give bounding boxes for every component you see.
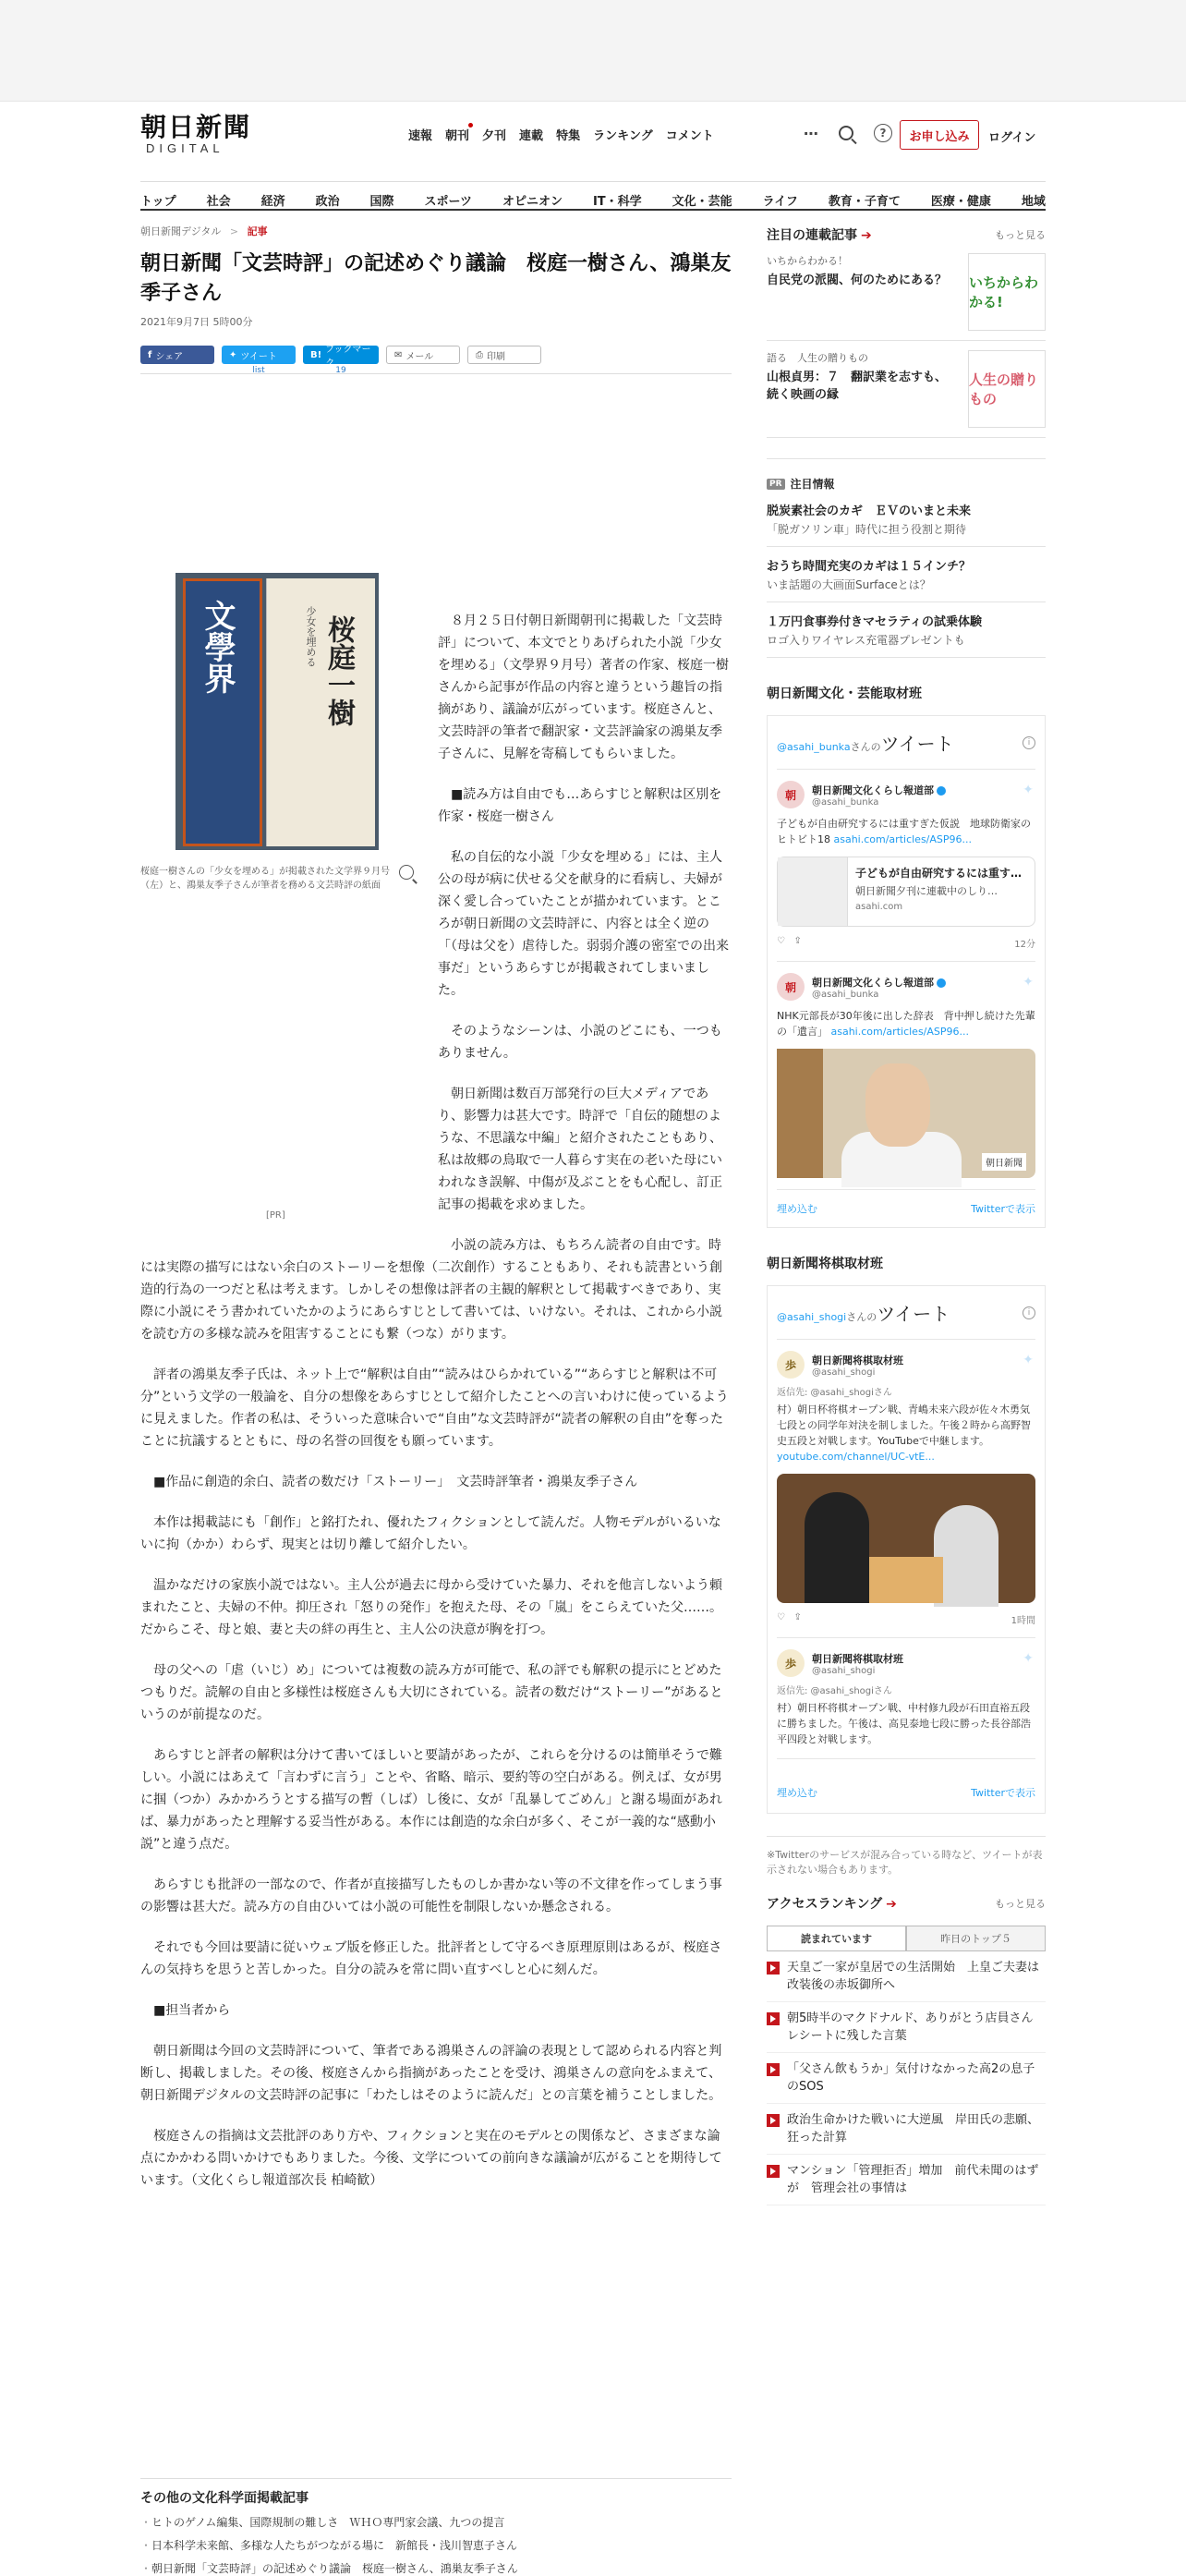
pr-item-desc: 「脱ガソリン車」時代に担う役割と期待 (767, 523, 967, 536)
link-card[interactable] (777, 857, 1035, 927)
article-paragraph: 母の父への「虐（いじ）め」については複数の読み方が可能で、私の評でも解釈の提示にとどめたつもりだ。読解の自由と多様性は桜庭さんも大切にされている。読者の数だけ“ストーリー”があるというのが前提なのだ。 (140, 1663, 723, 1722)
serial-item[interactable] (767, 341, 1046, 438)
rank-arrow-icon (767, 2012, 780, 2025)
image-person-face (865, 1063, 930, 1147)
other-articles (140, 2478, 732, 2576)
category-nav (140, 181, 1046, 209)
photo-magazine-cover (183, 578, 262, 846)
ranking-item[interactable] (767, 2104, 1046, 2155)
topnav-sokuho[interactable]: 速報 (408, 129, 433, 143)
tweet-handle: @asahi_bunka (812, 989, 879, 1000)
mail-share-button[interactable] (386, 346, 460, 364)
timeline-handle-suffix: さんの (850, 741, 881, 753)
other-article-link[interactable]: ・ 朝日新聞「文芸時評」の記述めぐり議論 桜庭一樹さん、鴻巣友季子さん (140, 2560, 732, 2576)
tweet-link[interactable]: asahi.com/articles/ASP96... (830, 1026, 970, 1038)
serial-title: 山根貞男：７ 翻訳業を志すも、続く映画の縁 (767, 371, 948, 402)
topnav-comment[interactable]: コメント (665, 129, 714, 143)
twitter-share-button[interactable] (222, 346, 296, 375)
article-photo[interactable] (175, 573, 379, 850)
pr-heading (767, 458, 1046, 492)
zoom-icon[interactable] (399, 865, 414, 880)
facebook-share-button[interactable] (140, 346, 214, 364)
ranking-item[interactable] (767, 2155, 1046, 2205)
article-paragraph: そのようなシーンは、小説のどこにも、一つもありません。 (438, 1024, 722, 1061)
ranking-item[interactable] (767, 2002, 1046, 2053)
article-paragraph: あらすじと評者の解釈は分けて書いてほしいと要請があったが、これらを分けるのは簡単そうで難しい。小説にはあえて「言わずに言う」ことや、省略、暗示、要約等の空白がある。例えば、女が男に掴（つか）みかかろうとする描写の暫（しば）し後に、女が「乱暴してごめん」と謝る場面があれば、暴力があったと理解する妥当性がある。本作には創造的な余白が多く、そこが一義的な“感動小説”と違う点だ。 (140, 1748, 722, 1852)
serial-kicker: 語る 人生の贈りもの (767, 352, 868, 364)
tweet[interactable] (777, 770, 1035, 962)
twitter-note: ※Twitterのサービスが混み合っている時など、ツイートが表示されない場合もあります。 (767, 1836, 1046, 1877)
hatena-label: ブックマーク (325, 345, 371, 369)
rank-arrow-icon (767, 1962, 780, 1975)
tweet-time[interactable]: 1時間 (1011, 1616, 1035, 1626)
link-card-desc: 朝日新聞夕刊に連載中のしり… (855, 885, 998, 897)
facebook-share-label: シェア (155, 351, 184, 362)
serial-heading-text: 注目の連載記事 (767, 228, 857, 243)
view-on-twitter-link[interactable]: Twitterで表示 (971, 1787, 1035, 1799)
embed-link[interactable]: 埋め込む (777, 1203, 817, 1215)
article-paragraph: あらすじも批評の一部なので、作者が直接描写したものしか書かない等の不文律を作ってしまう事の影響は甚大だ。読み方の自由ひいては小説の可能性を制限しないか懸念される。 (140, 1877, 722, 1914)
image-player-right (934, 1505, 998, 1607)
mail-label: メール (405, 351, 434, 362)
tweet-author: 朝日新聞文化くらし報道部 (812, 976, 934, 989)
ellipsis-icon[interactable]: ⋯ (804, 124, 818, 142)
info-icon[interactable]: i (1023, 1306, 1035, 1319)
avatar: 歩 (777, 1351, 805, 1379)
hatena-bookmark-button[interactable] (303, 345, 379, 375)
topnav-ranking[interactable]: ランキング (593, 129, 653, 143)
pr-item[interactable] (767, 492, 1046, 547)
pr-badge: PR (767, 479, 785, 490)
photo-page-subtitle: 少女を埋める (305, 606, 317, 667)
tab-yesterday-top5[interactable]: 昨日のトップ５ (906, 1926, 1046, 1950)
serial-heading (767, 225, 1046, 244)
article-paragraph: 朝日新聞は今回の文芸時評について、筆者である鴻巣さんの評論の表現として認められる内容と判断し、掲載しました。その後、桜庭さんから指摘があったことを受け、鴻巣さんの意向をふまえて、朝日新聞デジタルの文芸時評の記事に「わたしはそのように読んだ」との言葉を補うことしました。 (140, 2044, 722, 2103)
article-paragraph: 小説の読み方は、もちろん読者の自由です。時には実際の描写にはない余白のストーリーを想像（二次創作）することもあり、それも読書という創造的行為の一つだと私は考えます。しかしその想像は評者の主観的解釈として掲載すべきであり、実際に小説にそう書かれていたかのようにあらすじとして書いては、いけない。それは、これから小説を読む方の多様な読みを阻害することにも繋（つな）がります。 (140, 1238, 722, 1342)
tweet-text: NHK元部長が30年後に出した辞表 背中押し続けた先輩の「遺言」 (777, 1010, 1035, 1038)
logo-sub: DIGITAL (146, 141, 224, 155)
printer-icon: ⎙ (476, 349, 483, 360)
cat-keizai[interactable]: 経済 (260, 195, 285, 209)
other-article-link[interactable]: ・ 日本科学未来館、多様な人たちがつながる場に 新館長・浅川智恵子さん (140, 2537, 732, 2553)
twitter-bird-icon: ✦ (1023, 1651, 1034, 1666)
topnav-rensai[interactable]: 連載 (519, 129, 544, 143)
tweet-handle: @asahi_bunka (812, 796, 879, 808)
link-card-image (778, 857, 848, 926)
ranking-heading-text: アクセスランキング (767, 1897, 883, 1912)
other-article-link[interactable]: ・ ヒトのゲノム編集、国際規制の難しさ ＷＨＯ専門家会議、九つの提言 (140, 2514, 732, 2530)
article-paragraph: 評者の鴻巣友季子氏は、ネット上で“解釈は自由”“読みはひらかれている”“あらすじと解釈は不可分”という文学の一般論を、自分の想像をあらすじとして紹介したことへの言いわけに使っているように見えました。作者の私は、そういった意味合いで“自由”な文芸時評が“読者の解釈の自由”を奪ったことに抗議するとともに、母の名誉の回復をも願っています。 (140, 1367, 729, 1449)
tweet-text: 村）朝日杯将棋オープン戦、青嶋未来六段が佐々木勇気七段との同学年対決を制しました。午後２時から高野智史五段と対戦します。YouTubeで中継します。 (777, 1403, 1031, 1447)
article-paragraph: 温かなだけの家族小説ではない。主人公が過去に母から受けていた暴力、それを他言しないよう頼まれたこと、夫婦の不仲。抑圧され「怒りの発作」を抱えた母、その「嵐」をこらえていた父……。だからこそ、母と娘、妻と夫の絆の再生と、主人公の決意が胸を打つ。 (140, 1578, 722, 1637)
tweet-link[interactable]: youtube.com/channel/UC-vtE... (777, 1451, 935, 1463)
cat-life[interactable]: ライフ (762, 195, 798, 209)
timeline-handle-suffix: さんの (846, 1311, 877, 1323)
photo-caption: 桜庭一樹さんの「少女を埋める」が掲載された文学界９月号（左）と、鴻巣友季子さんが筆者を務める文芸時評の紙面 (140, 867, 390, 891)
twitter-count[interactable]: list (252, 366, 265, 375)
rank-arrow-icon (767, 2063, 780, 2076)
twitter-bird-icon: ✦ (1023, 975, 1034, 990)
article-paragraph: 朝日新聞は数百万部発行の巨大メディアであり、影響力は甚大です。時評で「自伝的随想のような、不思議な中編」と紹介されたこともあり、私は故郷の鳥取で一人暮らす実在の老いた母にいわれなき誤解、中傷が及ぶことをも心配し、訂正記事の掲載を求めました。 (438, 1087, 722, 1212)
timeline-tweet-word: ツイート (877, 1303, 950, 1325)
tweet-handle: @asahi_shogi (812, 1665, 876, 1676)
cat-chiiki[interactable]: 地域 (1021, 195, 1046, 209)
cat-sports[interactable]: スポーツ (424, 195, 473, 209)
serial-more-link[interactable]: もっと見る (995, 229, 1046, 241)
ranking-more-link[interactable]: もっと見る (995, 1898, 1046, 1910)
pr-item[interactable] (767, 602, 1046, 658)
top-nav (408, 126, 714, 143)
tweet-handle: @asahi_shogi (812, 1367, 876, 1378)
section-heading: ■読み方は自由でも…あらすじと解釈は区別を 作家・桜庭一樹さん (438, 787, 735, 824)
bunka-heading: 朝日新聞文化・芸能取材班 (767, 687, 922, 701)
cat-opinion[interactable]: オピニオン (502, 195, 563, 209)
print-label: 印刷 (487, 351, 505, 362)
facebook-icon: f (148, 349, 152, 360)
avatar: 朝 (777, 781, 805, 808)
link-card-title: 子どもが自由研究するには重す… (855, 867, 1023, 880)
heart-icon[interactable]: ♡ (777, 1612, 785, 1622)
ranking-item[interactable] (767, 2053, 1046, 2104)
pr-item-desc: ロゴ入りワイヤレス充電器プレゼントも (767, 634, 965, 647)
tweet[interactable] (777, 1638, 1035, 1759)
topnav-choukan[interactable]: 朝刊 (445, 126, 469, 143)
serial-kicker: いちからわかる！ (767, 255, 848, 267)
breadcrumb-sep: > (229, 225, 239, 237)
link-card-domain: asahi.com (855, 902, 903, 912)
cat-iryo[interactable]: 医療・健康 (930, 195, 991, 209)
bunka-section (767, 684, 1046, 1228)
rank-arrow-icon (767, 2165, 780, 2178)
pr-item-title: おうち時間充実のカギは１５インチ？ (767, 560, 972, 574)
article-paragraph: 本作は掲載誌にも「創作」と銘打たれ、優れたフィクションとして読んだ。人物モデルがいるいないに拘（かか）わらず、現実とは切り離して紹介したい。 (140, 1515, 721, 1552)
tweet-author: 朝日新聞将棋取材班 (812, 1652, 903, 1665)
article-date: 2021年9月7日 5時00分 (140, 316, 253, 328)
breadcrumb-home[interactable]: 朝日新聞デジタル (140, 225, 222, 237)
timeline-handle[interactable]: @asahi_bunka (777, 741, 851, 753)
avatar: 朝 (777, 973, 805, 1001)
share-icon[interactable]: ⇪ (793, 936, 802, 946)
share-bar (140, 346, 732, 374)
breadcrumb (140, 224, 732, 238)
tweet-image[interactable] (777, 1474, 1035, 1603)
tweet-reply-to: 返信先: @asahi_shogiさん (777, 1686, 892, 1696)
tweet[interactable] (777, 962, 1035, 1190)
search-icon[interactable] (839, 126, 853, 140)
tweet[interactable] (777, 1340, 1035, 1638)
sidebar (767, 211, 1046, 2205)
ranking-tabs (767, 1926, 1046, 1951)
article-paragraph: 私の自伝的な小説「少女を埋める」には、主人公の母が病に伏せる父を献身的に看病し、夫婦が深く愛し合っていたことが描かれています。ところが朝日新聞の文芸時評に、内容とは全く逆の「（母は父を）虐待した。弱弱介護の密室での出来事だ」というあらすじが掲載されてしまいました。 (438, 850, 729, 998)
shogi-heading: 朝日新聞将棋取材班 (767, 1257, 883, 1271)
twitter-bird-icon: ✦ (1023, 783, 1034, 797)
section-heading: ■作品に創造的余白、読者の数だけ「ストーリー」 文芸時評筆者・鴻巣友季子さん (153, 1475, 638, 1489)
cat-kyoiku[interactable]: 教育・子育て (828, 195, 901, 209)
tweet-time[interactable]: 12分 (1014, 940, 1035, 950)
tweet-link[interactable]: asahi.com/articles/ASP96... (833, 833, 973, 845)
site-logo[interactable] (140, 113, 270, 157)
ranking-item-title: 天皇ご一家が皇居での生活開始 上皇ご夫妻は改装後の赤坂御所へ (787, 1961, 1040, 1992)
tweet-author: 朝日新聞文化くらし報道部 (812, 784, 934, 796)
twitter-timeline (767, 1285, 1046, 1814)
ranking-item-title: 政治生命かけた戦いに大逆風 岸田氏の悲願、狂った計算 (787, 2113, 1040, 2145)
ranking-list (767, 1951, 1046, 2205)
ranking-item-title: マンション「管理拒否」増加 前代未聞のはずが 管理会社の事情は (787, 2164, 1039, 2195)
header-icons (804, 124, 892, 142)
cat-seiji[interactable]: 政治 (315, 195, 340, 209)
shogi-section (767, 1254, 1046, 1814)
breadcrumb-current: 記事 (247, 225, 268, 237)
logo-main: 朝日新聞 (140, 112, 252, 142)
ranking-item-title: 「父さん飲もうか」気付けなかった高2の息子のSOS (787, 2062, 1035, 2094)
pr-item[interactable] (767, 547, 1046, 602)
photo-magazine-title: 文學界 (199, 600, 236, 694)
section-heading: ■担当者から (153, 2003, 231, 2018)
rank-arrow-icon (767, 2114, 780, 2127)
tweet-author: 朝日新聞将棋取材班 (812, 1354, 903, 1367)
serial-thumbnail: いちからわかる! (968, 253, 1046, 331)
hatena-count[interactable]: 19 (335, 366, 346, 375)
cat-bunka[interactable]: 文化・芸能 (672, 195, 732, 209)
pr-heading-text: 注目情報 (790, 478, 835, 491)
tweet-reply-to: 返信先: @asahi_shogiさん (777, 1388, 892, 1398)
image-shelf (777, 1049, 823, 1178)
cat-shakai[interactable]: 社会 (206, 195, 231, 209)
verified-icon (937, 786, 946, 796)
top-ad-space (0, 0, 1186, 102)
cat-top[interactable]: トップ (140, 195, 176, 209)
login-link[interactable]: ログイン (988, 131, 1036, 145)
twitter-bird-icon: ✦ (229, 349, 237, 360)
ranking-item[interactable] (767, 1951, 1046, 2002)
pr-item-desc: いま話題の大画面Surfaceとは？ (767, 578, 931, 591)
photo-newspaper-page (266, 578, 375, 846)
image-player-left (805, 1492, 869, 1603)
print-button[interactable] (467, 346, 541, 364)
verified-icon (937, 978, 946, 988)
image-badge: 朝日新聞 (982, 1153, 1026, 1171)
other-articles-heading: その他の文化科学面掲載記事 (140, 2491, 309, 2506)
help-icon[interactable]: ? (874, 124, 892, 142)
serial-thumbnail: 人生の贈りもの (968, 350, 1046, 428)
cat-kokusai[interactable]: 国際 (369, 195, 394, 209)
timeline-tweet-word: ツイート (880, 733, 954, 755)
tab-most-read[interactable]: 読まれています (767, 1926, 906, 1950)
topnav-tokushu[interactable]: 特集 (556, 129, 581, 143)
article-title: 朝日新聞「文芸時評」の記述めぐり議論 桜庭一樹さん、鴻巣友季子さん (140, 252, 732, 305)
pr-item-title: １万円食事券付きマセラティの試乗体験 (767, 615, 982, 629)
pr-item-title: 脱炭素社会のカギ ＥＶのいまと未来 (767, 504, 972, 518)
pr-label: [PR] (266, 1210, 285, 1221)
ranking-heading (767, 1894, 1046, 1913)
serial-item[interactable] (767, 244, 1046, 341)
ranking-section (767, 1894, 1046, 2205)
article-paragraph: それでも今回は要請に従いウェブ版を修正した。批評者として守るべき原理原則はあるが、桜庭さんの気持ちを思うと苦しかった。自分の読みを常に問い直すべしと心に刻んだ。 (140, 1940, 722, 1977)
article-paragraph: 桜庭さんの指摘は文芸批評のあり方や、フィクションと実在のモデルとの関係など、さまざまな論点にかかわる問いかけでもありました。今後、文学についての前向きな議論が広がることを期待しています。（文化くらし報道部次長 柏崎歓） (140, 2129, 722, 2188)
tweet-image[interactable] (777, 1049, 1035, 1178)
ranking-item-title: 朝5時半のマクドナルド、ありがとう店員さん レシートに残した言葉 (787, 2011, 1046, 2043)
view-on-twitter-link[interactable]: Twitterで表示 (971, 1203, 1035, 1215)
site-header (140, 102, 1046, 211)
arrow-right-icon: ➔ (886, 1897, 897, 1912)
serial-title: 自民党の派閥、何のためにある？ (767, 273, 948, 287)
article-paragraph: ８月２５日付朝日新聞朝刊に掲載した「文芸時評」について、本文でとりあげられた小説「少女を埋める」（文學界９月号）著者の作家、桜庭一樹さんから記事が作品の内容と違うという趣旨の指摘があり、議論が広がっています。桜庭さんと、文芸時評の筆者で翻訳家・文芸評論家の鴻巣友季子さんに、見解を寄稿してもらいました。 (438, 614, 729, 761)
share-icon[interactable]: ⇪ (793, 1612, 802, 1622)
twitter-bird-icon: ✦ (1023, 1353, 1034, 1367)
hatena-icon: B! (310, 349, 322, 360)
twitter-share-label: ツイート (240, 351, 277, 362)
image-shogi-board (869, 1557, 943, 1603)
embed-link[interactable]: 埋め込む (777, 1787, 817, 1799)
avatar: 歩 (777, 1649, 805, 1677)
tweet-text: 村）朝日杯将棋オープン戦、中村修九段が石田直裕五段に勝ちました。午後は、高見泰地七段に勝った長谷部浩平四段と対戦します。 (777, 1702, 1031, 1745)
info-icon[interactable]: i (1023, 736, 1035, 749)
article-main (140, 211, 735, 2575)
cat-it-kagaku[interactable]: IT・科学 (592, 195, 642, 209)
arrow-right-icon: ➔ (861, 228, 872, 243)
mail-icon: ✉ (394, 349, 403, 360)
photo-page-title: 桜庭一樹 (322, 615, 355, 726)
topnav-yukan[interactable]: 夕刊 (482, 129, 507, 143)
tweet-text: 子どもが自由研究するには重すぎた仮説 地球防衛家のヒトビト18 (777, 818, 1031, 845)
apply-button[interactable]: お申し込み (900, 120, 979, 150)
heart-icon[interactable]: ♡ (777, 936, 785, 946)
twitter-timeline (767, 715, 1046, 1228)
timeline-handle[interactable]: @asahi_shogi (777, 1311, 847, 1323)
